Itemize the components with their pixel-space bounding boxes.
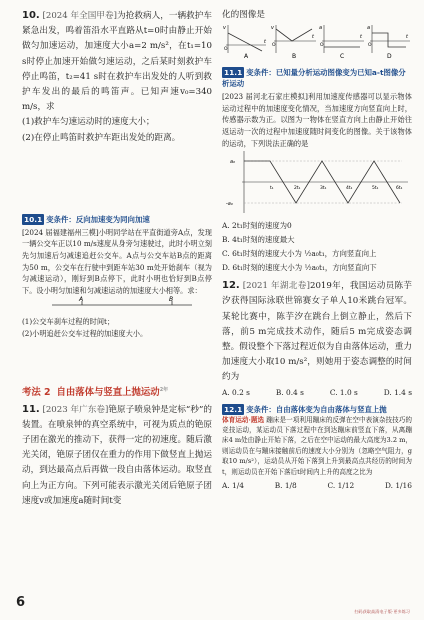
tick-4: 4t₁ [346,186,353,192]
a-t-label-neg: -a₀ [226,201,233,208]
variant-11-1-text: [2023 届河北石家庄模拟]利用加速度传感器可以显示物体运动过程中的加速度变化情况，当加速度方向竖直向上时，传感器示数为正。以图为一物体在竖直方向上由静止开始往返运动一次的过程中加速度随时间变化的图像。关于该物体的运动，下列说法正确的是 [222,92,412,148]
variant-11-1-header [222,67,412,89]
svg-text:t: t [264,39,266,46]
left-column [22,8,212,509]
svg-text:t: t [312,34,314,41]
section-mark: 2年 [159,386,169,393]
road-diagram [22,296,212,312]
svg-text:t: t [406,34,408,41]
variant-10-1-sub2: (2)小明追赶公交车过程的加速度大小。 [22,328,148,338]
svg-text:O: O [224,47,228,53]
variant-12-1-option-a: A. 1/4 [222,481,244,491]
section-title: 自由落体与竖直上抛运动 [56,386,160,398]
tick-6: 6t₁ [396,186,403,192]
question-12-text: 2019年，我国运动员陈芋汐获得国际泳联世锦赛女子单人10米跳台冠军。某轮比赛中，陈芋汐在跳台上倒立静止，然后下落，前5 m完成技术动作，随后5 m完成姿态调整。假设整个下落过程近似为自由落体运动，重力加速度大小取10 m/s²，则她用于姿态调整的时间约为 [222,281,412,383]
section-label: 考法 2 [22,386,51,398]
variant-12-1-text [222,415,412,477]
question-11-number: 11. [22,403,40,415]
tick-2: 2t₁ [294,186,301,192]
question-12-option-b: B. 0.4 s [275,387,304,397]
graph-d [367,25,410,59]
page-number: 6 [16,595,26,610]
question-10-number: 10. [22,10,40,21]
a-t-graph [222,149,412,215]
question-11-continued: 化的图像是 [222,10,265,20]
variant-10-1-tag: 10.1 [24,214,43,224]
tick-5: 5t₁ [372,186,379,192]
graph-a-label: A [244,53,249,60]
graph-b [271,25,316,59]
variant-11-1-option-b: B. 4t₁时刻的速度最大 [222,235,295,245]
variant-10-1-title: 变条件：反向加速变为同向加速 [46,214,150,224]
question-10-text: 为抢救病人，一辆救护车紧急出发，鸣着笛沿水平直路从t=0时由静止开始做匀加速运动，加速度大小a=2 m/s²，在t₁=10 s时停止加速开始做匀速运动，之后某时刻救护车停止鸣笛，t₂=41 s时在救护车出发处的人听到救护车发出的最后的鸣笛声。已知声速v₀=340 m/s，求 [22,11,213,113]
footer-note: 扫码获取高清电子版·更多练习 [354,608,410,614]
question-12 [222,278,412,385]
variant-10-1-sub1: (1)公交车刹车过程的时间t； [22,317,115,327]
question-11 [22,402,212,509]
answer-space-2 [22,340,212,376]
graph-b-label: B [292,53,297,60]
variant-11-1-option-c: C. 6t₁时刻的速度大小为 ½a₀t₁，方向竖直向上 [222,249,377,259]
question-12-option-c: C. 1.0 s [329,387,358,397]
variant-12-1-title: 变条件：自由落体变为自由落体与竖直上抛 [246,404,387,414]
variant-11-1-option-a: A. 2t₁时刻的速度为0 [222,221,292,231]
question-10-sub1: (1)救护车匀速运动时的速度大小； [22,117,155,128]
variant-11-1-option-d: D. 6t₁时刻的速度大小为 ½a₀t₁，方向竖直向下 [222,263,377,273]
tick-1: t₁ [270,186,274,192]
svg-text:a: a [319,25,323,32]
variant-12-1-header [222,404,412,415]
question-12-source: [2021 年湖北卷] [242,281,310,292]
variant-12-1-tag: 12.1 [224,404,243,414]
graph-c-label: C [340,53,345,60]
question-12-options [222,386,412,400]
graph-a [223,25,267,59]
svg-text:O: O [368,43,372,49]
question-12-number: 12. [222,280,240,292]
question-11-text: 铯原子喷泉钟是定标“秒”的装置。在喷泉钟的真空系统中，可视为质点的铯原子团在激光的推动下，获得一定的初速度。随后激光关闭，铯原子团仅在重力的作用下做竖直上抛运动，到达最高点后再做一段自由落体运动。取竖直向上为正方向。下列可能表示激光关闭后铯原子团速度v或加速度a随时间t变 [22,404,212,506]
graph-c [319,25,364,59]
variant-12-1-option-b: B. 1/8 [274,481,297,491]
variant-12-1-option-c: C. 1/12 [327,481,355,491]
question-11-graphs [222,23,412,59]
variant-10-1-text: [2024 届福建福州三模]小明同学站在平直街道旁A点，发现一辆公交车正以10 m/s速度从身旁匀速驶过，此时小明立刻先匀加速后匀减速追赶公交车。A点与公交车站B点的距离为50 m，公交车在行驶中到距车站30 m处开始刹车（视为匀减速运动），刚好到B点停下，此时小明也恰好到B点停下。设小明匀加速和匀减速运动的加速度大小相等。求： [22,227,212,295]
variant-10-1-header [22,214,212,225]
road-label-a: A [79,296,84,304]
question-12-option-a: A. 0.2 s [222,387,250,397]
road-label-b: B [169,296,174,304]
variant-11-1-title: 变条件：已知量分析运动图像变为已知a-t图像分析运动 [222,68,406,89]
question-12-option-d: D. 1.4 s [383,387,412,397]
tick-3: 3t₁ [320,186,327,192]
section-heading [22,384,212,398]
svg-text:O: O [320,43,324,49]
question-10-source: [2024 年全国甲卷] [42,11,118,21]
variant-12-1-source: 体育运动·题选 [222,415,265,424]
svg-text:a: a [367,25,371,32]
svg-text:v: v [271,25,274,32]
answer-space [22,146,212,210]
variant-12-1-option-d: D. 1/16 [385,481,412,491]
a-t-label-a0: a₀ [230,159,236,166]
variant-11-1-tag: 11.1 [224,68,243,78]
question-11-source: [2023 年广东卷] [42,404,109,415]
question-10-sub2: (2)在停止鸣笛时救护车距出发处的距离。 [22,132,181,143]
svg-text:t: t [360,34,362,41]
svg-text:v: v [223,25,226,32]
variant-12-1-body: 蹦床是一项利用蹦床的反弹在空中表演杂技技巧的竞技运动，某运动员下落过程中在到达蹦床前竖直下落，从离蹦床4 m处由静止开始下落，之后在空中运动的最大高度为3.2 m，则运动员在与蹦床接触前后的速度大小分别为（忽略空气阻力，g取10 m/s²），运动员从开始下落到上升到最高点共经历的时间为t，则运动员在开始下落后t时间内上升的高度之比为 [222,415,412,476]
svg-text:O: O [272,43,276,49]
right-column [222,8,412,493]
variant-12-1-options [222,479,412,493]
question-10 [22,8,212,115]
graph-d-label: D [387,53,392,60]
